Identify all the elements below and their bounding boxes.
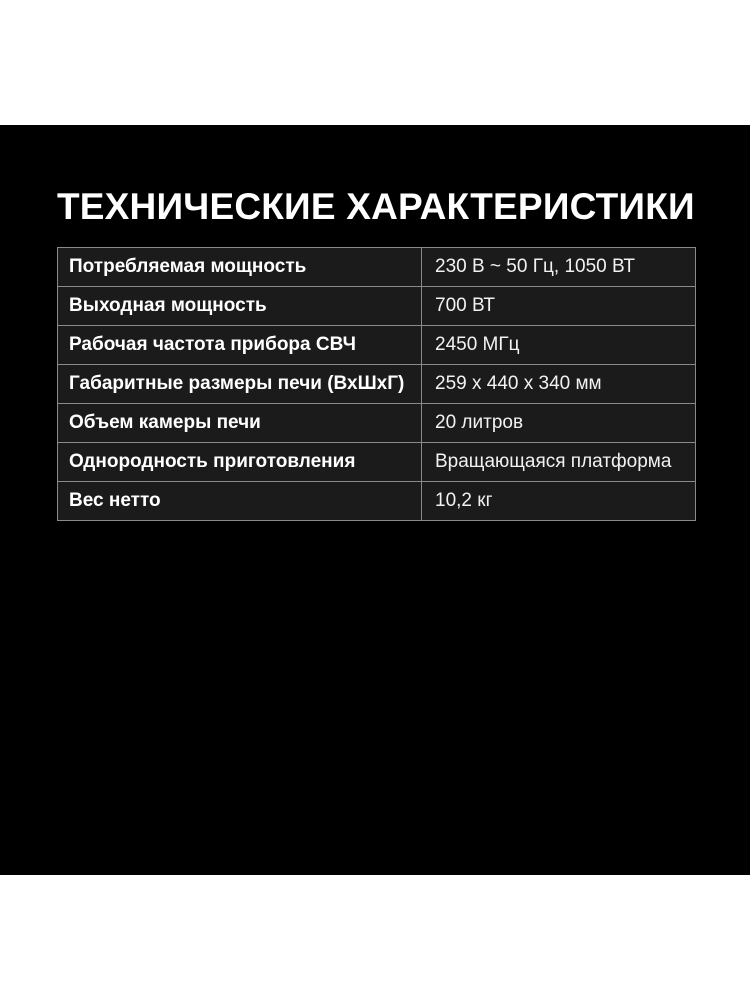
spec-label-cell: Рабочая частота прибора СВЧ (58, 326, 422, 365)
spec-label-cell: Объем камеры печи (58, 404, 422, 443)
table-row (58, 404, 696, 443)
spec-value-cell: 10,2 кг (422, 482, 696, 521)
spec-panel (0, 125, 750, 875)
table-row (58, 365, 696, 404)
table-row (58, 248, 696, 287)
spec-value-cell: 20 литров (422, 404, 696, 443)
specs-table (57, 247, 696, 521)
spec-label-cell: Габаритные размеры печи (ВхШхГ) (58, 365, 422, 404)
specs-table-body (58, 248, 696, 521)
table-row (58, 443, 696, 482)
table-row (58, 287, 696, 326)
spec-value-cell: 700 ВТ (422, 287, 696, 326)
spec-value-cell: 259 х 440 х 340 мм (422, 365, 696, 404)
table-row (58, 326, 696, 365)
spec-label-cell: Потребляемая мощность (58, 248, 422, 287)
spec-value-cell: Вращающаяся платформа (422, 443, 696, 482)
spec-label-cell: Однородность приготовления (58, 443, 422, 482)
spec-value-cell: 2450 МГц (422, 326, 696, 365)
spec-label-cell: Выходная мощность (58, 287, 422, 326)
spec-label-cell: Вес нетто (58, 482, 422, 521)
page-title: ТЕХНИЧЕСКИЕ ХАРАКТЕРИСТИКИ (57, 186, 695, 227)
table-row (58, 482, 696, 521)
spec-value-cell: 230 В ~ 50 Гц, 1050 ВТ (422, 248, 696, 287)
